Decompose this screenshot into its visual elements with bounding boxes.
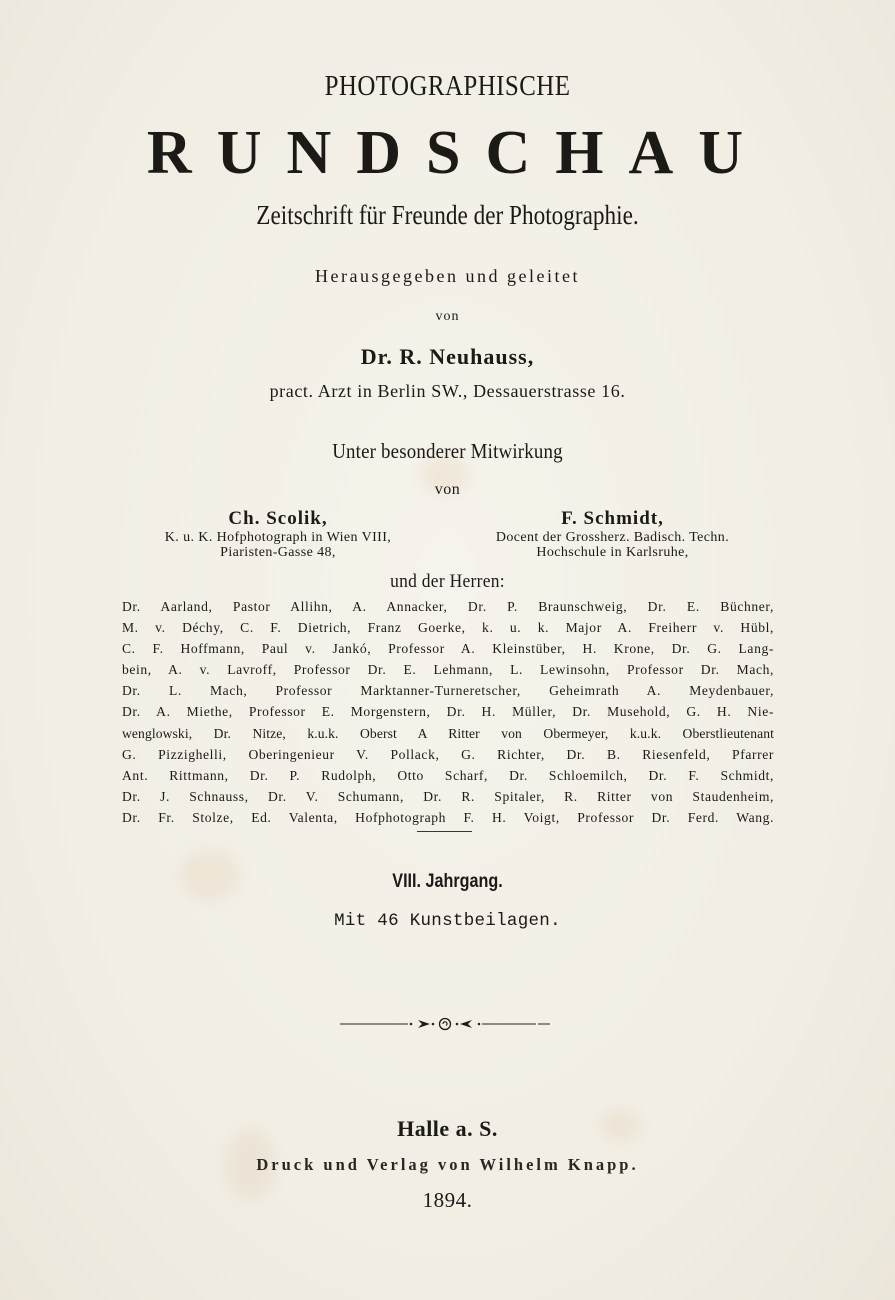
journal-pre-title: PHOTOGRAPHISCHE [324, 70, 571, 102]
contributors-list [122, 596, 774, 828]
editor-address: pract. Arzt in Berlin SW., Dessauerstrasse 16. [269, 381, 626, 401]
volume-label: VIII. Jahrgang. [392, 871, 503, 892]
collaborator-scolik [128, 508, 428, 560]
contributors-line: C. F. Hoffmann, Paul v. Jankó, Professor A. Kleinstüber, H. Krone, Dr. G. Lang- [122, 641, 774, 657]
collaboration-line: Unter besonderer Mitwirkung [332, 439, 563, 463]
journal-main-title: RUNDSCHAU [146, 119, 769, 187]
collaborator-detail: Hochschule in Karlsruhe, [536, 545, 689, 560]
divider-rule [417, 831, 472, 832]
collaborator-name: Ch. Scolik, [228, 508, 328, 529]
von-label: von [435, 309, 460, 324]
imprint-place: Halle a. S. [397, 1116, 498, 1141]
collaborator-detail: Piaristen-Gasse 48, [220, 545, 336, 560]
contributors-line: bein, A. v. Lavroff, Professor Dr. E. Lehmann, L. Lewinsohn, Professor Dr. Mach, [122, 662, 774, 678]
collaborator-detail: K. u. K. Hofphotograph in Wien VIII, [164, 530, 392, 545]
contributors-line: Dr. Aarland, Pastor Allihn, A. Annacker, Dr. P. Braunschweig, Dr. E. Büchner, [122, 599, 774, 614]
editorship-line: Herausgegeben und geleitet [315, 266, 580, 286]
contributors-line: Ant. Rittmann, Dr. P. Rudolph, Otto Scharf, Dr. Schloemilch, Dr. F. Schmidt, [122, 767, 774, 783]
contributors-line: M. v. Déchy, C. F. Dietrich, Franz Goerke, k. u. k. Major A. Freiherr v. Hübl, [122, 620, 774, 636]
plates-label: Mit 46 Kunstbeilagen. [334, 911, 561, 931]
collaborator-name: F. Schmidt, [561, 508, 664, 529]
collaborator-schmidt [460, 508, 765, 560]
imprint-year: 1894. [422, 1188, 473, 1212]
contributors-line: G. Pizzighelli, Oberingenieur V. Pollack, G. Richter, Dr. B. Riesenfeld, Pfarrer [122, 746, 774, 762]
journal-subtitle: Zeitschrift für Freunde der Photographie. [256, 200, 639, 230]
contributors-line: Dr. A. Miethe, Professor E. Morgenstern, Dr. H. Müller, Dr. Musehold, G. H. Nie- [122, 704, 774, 720]
collaborator-detail: Docent der Grossherz. Badisch. Techn. [495, 530, 730, 545]
contributors-line: Dr. L. Mach, Professor Marktanner-Turneretscher, Geheimrath A. Meydenbauer, [122, 683, 774, 699]
von-label: von [434, 481, 461, 498]
editor-name: Dr. R. Neuhauss, [360, 344, 535, 369]
herren-line: und der Herren: [390, 571, 505, 592]
imprint-publisher: Druck und Verlag von Wilhelm Knapp. [256, 1155, 639, 1174]
contributors-line: Dr. J. Schnauss, Dr. V. Schumann, Dr. R. Spitaler, R. Ritter von Staudenheim, [122, 788, 774, 804]
flourish-ornament-icon [340, 1014, 550, 1034]
contributors-line: wenglowski, Dr. Nitze, k.u.k. Oberst A Ritter von Obermeyer, k.u.k. Oberstlieutenant [122, 725, 774, 741]
contributors-line: Dr. Fr. Stolze, Ed. Valenta, Hofphotograph F. H. Voigt, Professor Dr. Ferd. Wang. [122, 809, 774, 825]
